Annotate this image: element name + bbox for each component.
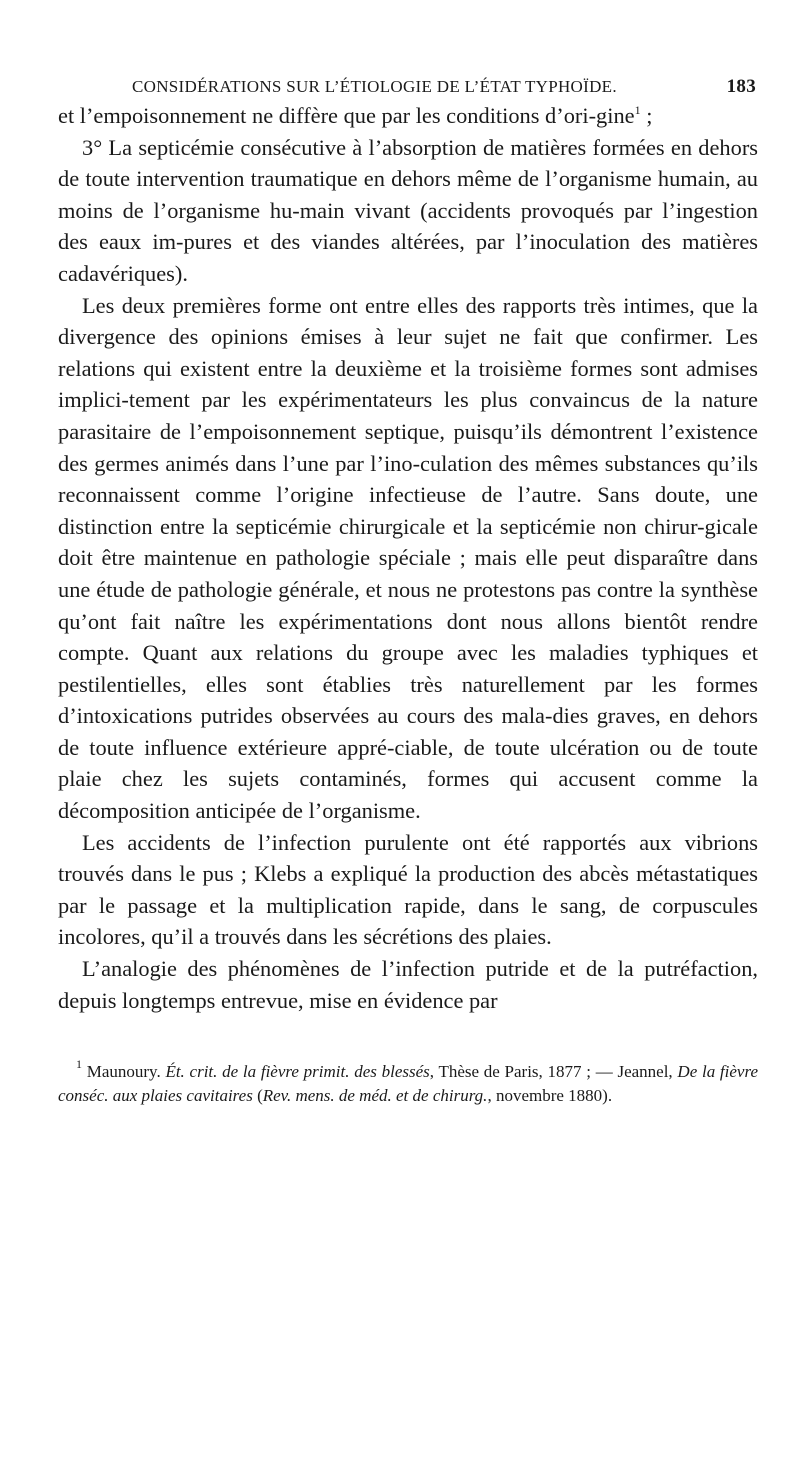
paragraph-3: Les deux premières forme ont entre elles des rapports très intimes, que la divergence des opinions émises à leur sujet ne fait que confirmer. Les relations qui existent entre la deuxième et la troisième formes sont admises implici-tement par les expérimentateurs les plus convaincus de la nature parasitaire de l’empoisonnement septique, puisqu’ils démontrent l’existence des germes animés dans l’une par l’ino-culation des mêmes substances qu’ils reconnaissent comme l’origine infectieuse de l’autre. Sans doute, une distinction entre la septicémie chirurgicale et la septicémie non chirur-gicale doit être maintenue en pathologie spéciale ; mais elle peut disparaître dans une étude de pathologie générale, et nous ne protestons pas contre la synthèse qu’ont fait naître les expérimentations dont nous allons bientôt rendre compte. Quant aux relations du groupe avec les maladies typhiques et pestilentielles, elles sont établies très naturellement par les formes d’intoxications putrides observées au cours des mala-dies graves, en dehors de toute influence extérieure appré-ciable, de toute ulcération ou de toute plaie chez les sujets contaminés, formes qui accusent comme la décomposition anticipée de l’organisme. (58, 292, 758, 824)
footnote-journal: Rev. mens. de méd. et de chirurg. (262, 1086, 488, 1106)
paragraph-2: 3° La septicémie consécutive à l’absorption de matières formées en dehors de toute intervention traumatique en dehors même de l’organisme humain, au moins de l’organisme hu-main vivant (accidents provoqués par l’ingestion des eaux im-pures et des viandes altérées, par l’inoculation des matières cadavériques). (58, 134, 758, 286)
footnote-1 (58, 1057, 759, 1108)
page (58, 76, 758, 1108)
paragraph-5: L’analogie des phénomènes de l’infection putride et de la putréfaction, depuis longtemps entrevue, mise en évidence par (58, 956, 758, 1013)
footnote-text-4: , novembre 1880). (487, 1086, 613, 1106)
footnote-title-1: Ét. crit. de la fièvre primit. des blessés (165, 1062, 430, 1082)
footnote-reference[interactable]: 1 (634, 103, 641, 117)
page-number: 183 (726, 76, 756, 97)
running-title: CONSIDÉRATIONS SUR L’ÉTIOLOGIE DE L’ÉTAT TYPHOÏDE. (132, 77, 617, 96)
body-text (58, 100, 758, 1016)
footnote-text-3: ( (252, 1086, 263, 1106)
paragraph-1 (58, 100, 758, 132)
running-head (58, 76, 758, 98)
footnote-text-2: , Thèse de Paris, 1877 ; — Jeannel, (429, 1062, 678, 1082)
footnote-marker: 1 (76, 1057, 82, 1072)
paragraph-1-end: ; (640, 103, 653, 128)
footnotes (58, 1057, 759, 1108)
footnote-title-2: De la fièvre conséc. aux plaies cavitaires (58, 1062, 759, 1106)
paragraph-4: Les accidents de l’infection purulente ont été rapportés aux vibrions trouvés dans le pus ; Klebs a expliqué la production des abcès métastatiques par le passage et la multiplication rapide, dans le sang, de corpuscules incolores, qu’il a trouvés dans les sécrétions des plaies. (58, 829, 758, 950)
paragraph-1-text: et l’empoisonnement ne diffère que par les conditions d’ori-gine (58, 103, 635, 128)
footnote-text-1: Maunoury. (82, 1062, 166, 1082)
footnote-separator (58, 1016, 758, 1060)
